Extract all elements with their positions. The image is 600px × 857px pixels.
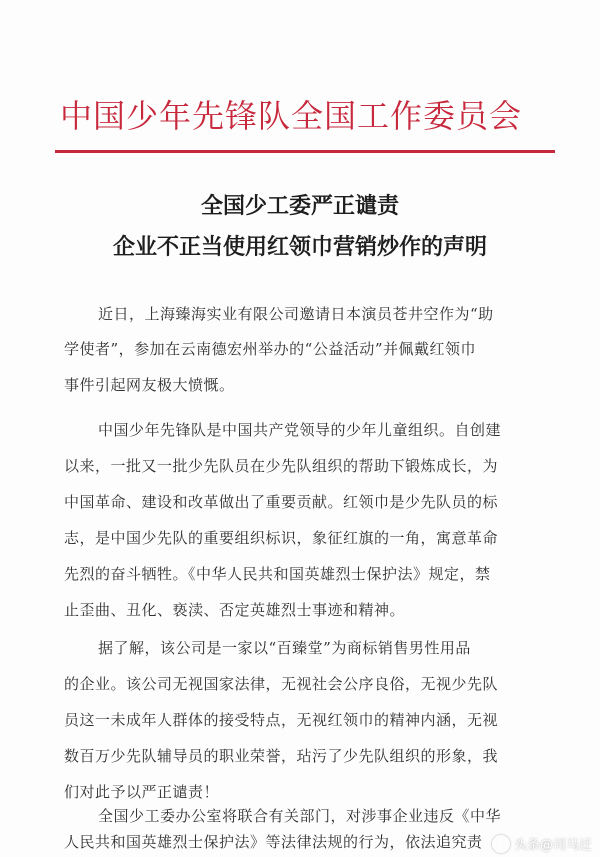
watermark xyxy=(492,834,592,853)
paragraph-4-line-1: 全国少工委办公室将联合有关部门，对涉事企业违反《中华 xyxy=(98,807,502,825)
document-title-line-2: 企业不正当使用红领巾营销炒作的声明 xyxy=(112,235,487,260)
paragraph-1-line-3: 事件引起网友极大愤慨。 xyxy=(64,376,235,394)
letterhead-org-name: 中国少年先锋队全国工作委员会 xyxy=(60,97,523,135)
paragraph-3-line-3: 员这一未成年人群体的接受特点，无视红领巾的精神内涵，无视 xyxy=(64,711,499,729)
paragraph-2-line-4: 志，是中国少先队的重要组织标识，象征红旗的一角，寓意革命 xyxy=(64,529,499,547)
paragraph-2-line-3: 中国革命、建设和改革做出了重要贡献。红领巾是少先队员的标 xyxy=(64,493,499,511)
paragraph-2-line-5: 先烈的奋斗牺牲。《中华人民共和国英雄烈士保护法》规定，禁 xyxy=(64,565,491,583)
paragraph-3-line-5: 们对此予以严正谴责！ xyxy=(64,783,220,801)
paragraph-2-line-1: 中国少年先锋队是中国共产党领导的少年儿童组织。自创建 xyxy=(98,421,502,439)
paragraph-4-line-2: 人民共和国英雄烈士保护法》等法律法规的行为，依法追究责 xyxy=(64,833,483,851)
paragraph-1-line-2: 学使者”，参加在云南德宏州举办的“公益活动”并佩戴红领巾 xyxy=(64,340,477,358)
letterhead-red-rule xyxy=(55,150,555,153)
watermark-logo-icon xyxy=(492,835,510,853)
watermark-text: 头条@司马迁 xyxy=(513,838,592,853)
paragraph-3-line-1: 据了解，该公司是一家以“百臻堂”为商标销售男性用品 xyxy=(98,639,471,657)
paragraph-3-line-2: 的企业。该公司无视国家法律，无视社会公序良俗，无视少先队 xyxy=(64,675,499,693)
document-title-line-1: 全国少工委严正谴责 xyxy=(200,194,399,219)
paragraph-2-line-6: 止歪曲、丑化、亵渎、否定英雄烈士事迹和精神。 xyxy=(64,601,406,619)
paragraph-1-line-1: 近日，上海臻海实业有限公司邀请日本演员苍井空作为“助 xyxy=(98,305,494,323)
paragraph-3-line-4: 数百万少先队辅导员的职业荣誉，玷污了少先队组织的形象，我 xyxy=(64,747,499,765)
paragraph-2-line-2: 以来，一批又一批少先队员在少先队组织的帮助下锻炼成长，为 xyxy=(64,457,499,475)
